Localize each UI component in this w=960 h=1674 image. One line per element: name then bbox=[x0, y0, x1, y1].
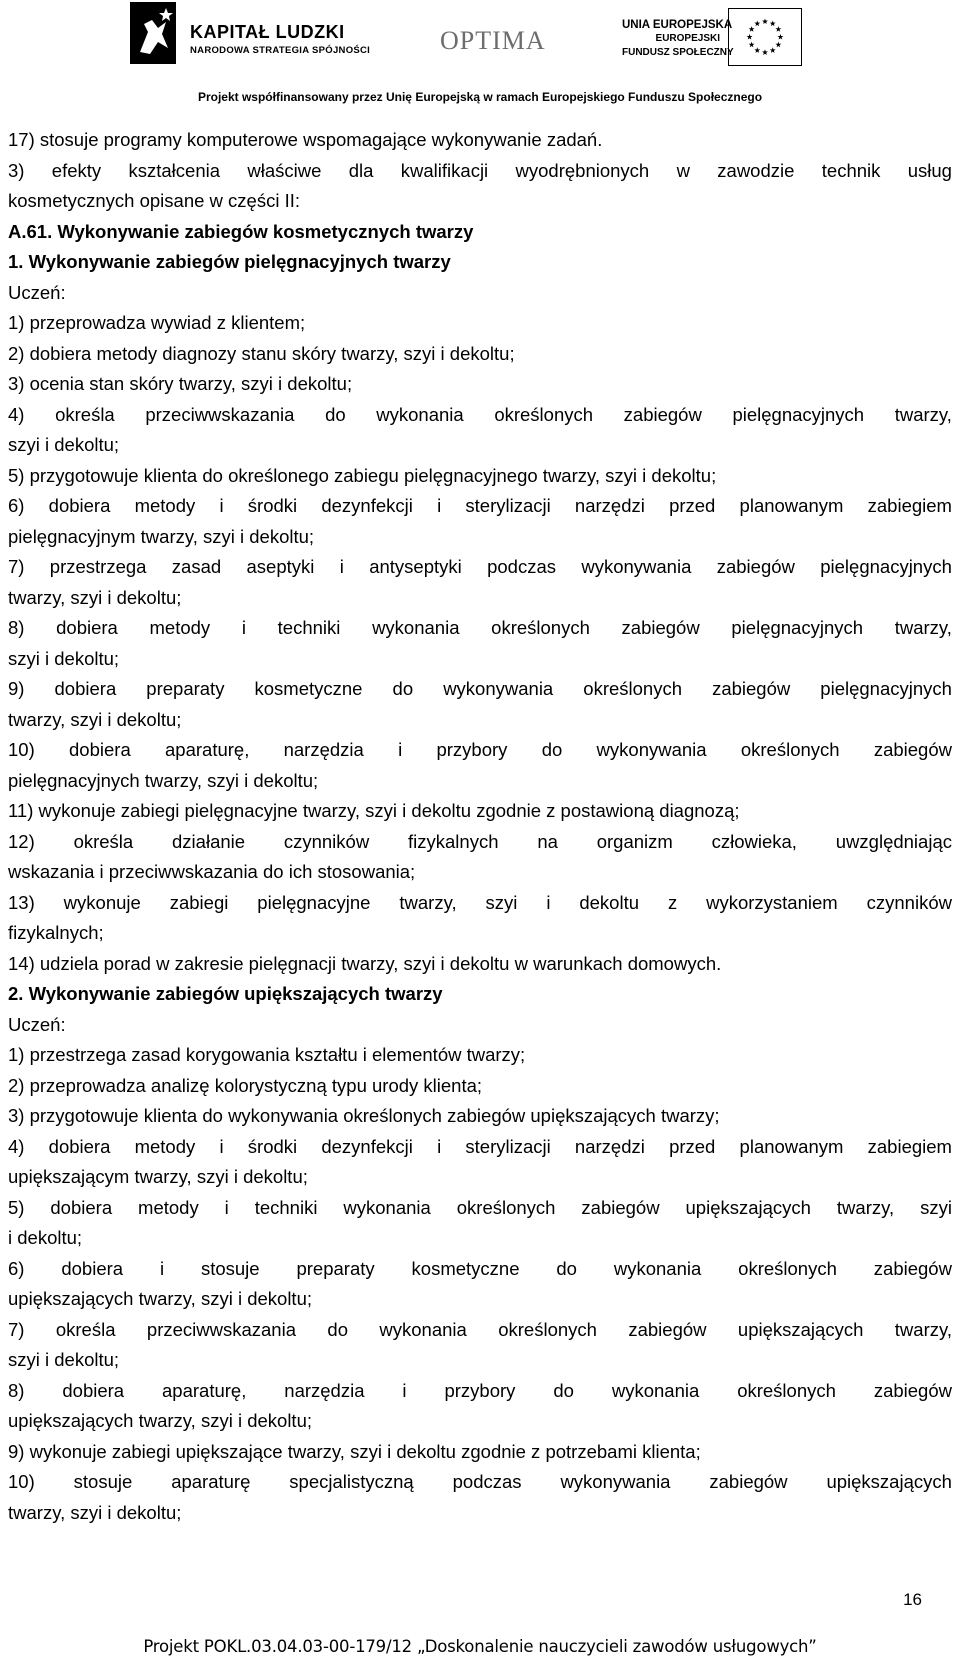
word: do bbox=[556, 1257, 577, 1279]
word: specjalistyczną bbox=[289, 1471, 414, 1492]
word: kwalifikacji bbox=[400, 159, 489, 181]
word: wykonuje bbox=[63, 891, 141, 913]
word: przeciwwskazania bbox=[146, 1318, 296, 1340]
word: 5) bbox=[8, 1196, 25, 1218]
word: określa bbox=[73, 830, 134, 852]
text-line bbox=[8, 552, 952, 583]
text-line bbox=[8, 1376, 952, 1407]
text-line bbox=[8, 491, 952, 522]
word: zabiegów bbox=[581, 1196, 660, 1218]
word: dezynfekcji bbox=[321, 1135, 413, 1157]
word: dobiera bbox=[54, 678, 117, 699]
word: kosmetyczne bbox=[254, 678, 363, 699]
word: upiększających bbox=[685, 1196, 811, 1218]
text-line bbox=[8, 735, 952, 766]
word: określonych bbox=[491, 617, 590, 638]
text-line: twarzy, szyi i dekoltu; bbox=[8, 1501, 182, 1523]
eu-flag-icon bbox=[728, 8, 802, 66]
word: twarzy, bbox=[894, 403, 952, 425]
eu-star-icon bbox=[754, 47, 760, 53]
word: wykonania bbox=[343, 1196, 431, 1218]
text-line bbox=[8, 674, 952, 705]
text-line: fizykalnych; bbox=[8, 922, 104, 943]
word: określonych bbox=[456, 1196, 556, 1218]
text-line bbox=[8, 1132, 952, 1163]
word: podczas bbox=[487, 556, 556, 577]
text-line: 14) udziela porad w zakresie pielęgnacji twarzy, szyi i dekoltu w warunkach domowych. bbox=[8, 952, 722, 974]
word: zabiegów bbox=[621, 617, 700, 638]
word: do bbox=[327, 1318, 348, 1340]
word: metody bbox=[149, 617, 211, 638]
text-line: 9) wykonuje zabiegi upiększające twarzy, szyi i dekoltu zgodnie z potrzebami klienta; bbox=[8, 1440, 701, 1462]
kapital-ludzki-subtitle: NARODOWA STRATEGIA SPÓJNOŚCI bbox=[190, 45, 371, 56]
text-line: 5) przygotowuje klienta do określonego zabiegu pielęgnacyjnego twarzy, szyi i dekoltu; bbox=[8, 464, 717, 486]
text-line: 3) ocenia stan skóry twarzy, szyi i dekoltu; bbox=[8, 373, 353, 394]
word: dobiera bbox=[62, 1379, 125, 1401]
word: upiększających bbox=[737, 1318, 864, 1340]
word: i bbox=[241, 617, 246, 638]
word: pielęgnacyjnych bbox=[820, 556, 952, 577]
word: techniki bbox=[254, 1196, 318, 1218]
word: zabiegów bbox=[709, 1471, 788, 1492]
text-line: kosmetycznych opisane w części II: bbox=[8, 190, 300, 211]
optima-logo: OPTIMA bbox=[440, 26, 546, 55]
word: i bbox=[437, 495, 442, 516]
word: 10) bbox=[8, 1471, 35, 1492]
word: i bbox=[402, 1379, 407, 1401]
word: wykorzystaniem bbox=[706, 891, 838, 913]
word: z bbox=[667, 891, 678, 913]
word: dobiera bbox=[48, 1135, 111, 1157]
word: określonych bbox=[737, 1379, 836, 1401]
word: antyseptyki bbox=[369, 556, 462, 577]
word: w bbox=[676, 159, 690, 181]
word: efekty bbox=[51, 159, 102, 181]
text-line bbox=[8, 1254, 952, 1285]
eu-star-icon bbox=[778, 34, 784, 40]
word: aparaturę bbox=[171, 1471, 251, 1492]
word: czynników bbox=[866, 891, 952, 913]
word: do bbox=[553, 1379, 574, 1401]
word: zabiegiem bbox=[867, 1135, 952, 1157]
word: aseptyki bbox=[246, 556, 315, 577]
word: określonych bbox=[494, 403, 594, 425]
text-line bbox=[8, 827, 952, 858]
eu-line-2: EUROPEJSKI bbox=[655, 33, 720, 44]
word: zabiegów bbox=[712, 678, 791, 699]
word: 8) bbox=[8, 617, 25, 638]
word: sterylizacji bbox=[465, 495, 551, 516]
project-footer: Projekt POKL.03.04.03-00-179/12 „Doskonalenie nauczycieli zawodów usługowych” bbox=[143, 1637, 817, 1656]
word: wyodrębnionych bbox=[515, 159, 650, 181]
word: narzędzia bbox=[283, 739, 364, 760]
word: określa bbox=[55, 1318, 116, 1340]
text-line: Uczeń: bbox=[8, 281, 66, 303]
page-header bbox=[0, 0, 960, 110]
word: 10) bbox=[8, 739, 35, 760]
word: wykonania bbox=[613, 1257, 702, 1279]
word: zabiegów bbox=[873, 739, 952, 760]
text-line: szyi i dekoltu; bbox=[8, 1349, 120, 1370]
word: metody bbox=[138, 1196, 199, 1218]
word: pielęgnacyjnych bbox=[731, 617, 864, 638]
word: podczas bbox=[452, 1471, 522, 1492]
word: przeciwwskazania bbox=[145, 403, 295, 425]
eu-star-icon bbox=[770, 21, 776, 27]
word: 7) bbox=[8, 556, 25, 577]
word: przed bbox=[669, 1135, 716, 1157]
word: twarzy, bbox=[399, 891, 457, 913]
word: planowanym bbox=[739, 1135, 844, 1157]
text-line: szyi i dekoltu; bbox=[8, 647, 120, 669]
word: 7) bbox=[8, 1318, 25, 1340]
kapital-ludzki-title: KAPITAŁ LUDZKI bbox=[190, 22, 345, 42]
text-line: 1) przestrzega zasad korygowania kształtu i elementów twarzy; bbox=[8, 1044, 526, 1065]
text-line: wskazania i przeciwwskazania do ich stosowania; bbox=[8, 861, 416, 882]
word: stosuje bbox=[73, 1471, 133, 1492]
text-line bbox=[8, 1193, 952, 1224]
word: twarzy, bbox=[894, 617, 952, 638]
word: do bbox=[325, 403, 346, 425]
word: zabiegów bbox=[628, 1318, 707, 1340]
text-line: twarzy, szyi i dekoltu; bbox=[8, 586, 182, 608]
text-line: 2) dobiera metody diagnozy stanu skóry twarzy, szyi i dekoltu; bbox=[8, 342, 515, 364]
word: organizm bbox=[596, 830, 673, 852]
eu-star-icon bbox=[775, 26, 781, 32]
word: i bbox=[219, 1135, 224, 1157]
word: uwzględniając bbox=[835, 830, 952, 852]
text-line: Uczeń: bbox=[8, 1013, 66, 1035]
text-line: upiększających twarzy, szyi i dekoltu; bbox=[8, 1288, 312, 1309]
word: zabiegów bbox=[716, 556, 795, 577]
word: usług bbox=[907, 159, 952, 181]
word: 4) bbox=[8, 403, 25, 425]
word: aparaturę, bbox=[162, 1379, 247, 1401]
word: 8) bbox=[8, 1379, 25, 1401]
eu-star-icon bbox=[770, 47, 776, 53]
word: do bbox=[541, 739, 563, 760]
word: przybory bbox=[444, 1379, 516, 1401]
word: aparaturę, bbox=[165, 739, 250, 760]
word: i bbox=[159, 1257, 165, 1279]
word: dekoltu bbox=[579, 891, 640, 913]
word: środki bbox=[247, 1135, 298, 1157]
word: 3) bbox=[8, 159, 25, 181]
word: narzędzi bbox=[574, 1135, 645, 1157]
word: określa bbox=[55, 403, 115, 425]
page-number: 16 bbox=[903, 1590, 922, 1609]
word: określonych bbox=[738, 1257, 837, 1279]
word: pielęgnacyjne bbox=[257, 891, 371, 913]
word: zabiegi bbox=[169, 891, 229, 913]
word: kształcenia bbox=[128, 159, 221, 181]
word: pielęgnacyjnych bbox=[732, 403, 865, 425]
word: wykonywania bbox=[443, 678, 554, 699]
word: sterylizacji bbox=[465, 1135, 551, 1157]
eu-star-icon bbox=[749, 26, 755, 32]
word: dobiera bbox=[48, 495, 111, 516]
text-line bbox=[8, 400, 952, 431]
word: szyi bbox=[920, 1196, 952, 1218]
word: technik bbox=[821, 159, 881, 181]
word: 13) bbox=[8, 891, 35, 913]
word: przed bbox=[669, 495, 716, 516]
word: i bbox=[546, 891, 551, 913]
word: preparaty bbox=[146, 678, 225, 699]
text-line: 1) przeprowadza wywiad z klientem; bbox=[8, 312, 306, 333]
word: zasad bbox=[171, 556, 222, 577]
funding-statement: Projekt współfinansowany przez Unię Europejską w ramach Europejskiego Funduszu Społecznego bbox=[197, 90, 763, 104]
word: fizykalnych bbox=[408, 830, 499, 852]
word: do bbox=[392, 678, 414, 699]
eu-line-3: FUNDUSZ SPOŁECZNY bbox=[622, 47, 734, 58]
word: 6) bbox=[8, 495, 25, 516]
text-line: upiększających twarzy, szyi i dekoltu; bbox=[8, 1410, 312, 1431]
word: określonych bbox=[498, 1318, 597, 1340]
word: upiększających bbox=[826, 1471, 952, 1492]
word: twarzy, bbox=[894, 1318, 952, 1340]
word: przybory bbox=[436, 739, 508, 760]
word: dobiera bbox=[69, 739, 131, 760]
word: wykonywania bbox=[596, 739, 707, 760]
word: czynników bbox=[283, 830, 370, 852]
word: dobiera bbox=[56, 617, 118, 638]
word: określonych bbox=[583, 678, 682, 699]
text-line bbox=[8, 888, 952, 919]
word: zawodzie bbox=[717, 159, 795, 181]
eu-fund-text bbox=[622, 18, 734, 60]
eu-star-icon bbox=[754, 21, 760, 27]
document-body bbox=[8, 125, 960, 1528]
word: narzędzia bbox=[284, 1379, 365, 1401]
eu-star-icon bbox=[762, 49, 768, 55]
word: określonych bbox=[740, 739, 840, 760]
word: zabiegów bbox=[873, 1379, 952, 1401]
text-line: 2) przeprowadza analizę kolorystyczną typu urody klienta; bbox=[8, 1074, 483, 1096]
text-line: 17) stosuje programy komputerowe wspomagające wykonywanie zadań. bbox=[8, 129, 603, 150]
word: 9) bbox=[8, 678, 25, 699]
section-heading: A.61. Wykonywanie zabiegów kosmetycznych twarzy bbox=[8, 220, 474, 242]
text-line: szyi i dekoltu; bbox=[8, 434, 120, 455]
word: i bbox=[437, 1135, 442, 1157]
word: właściwe bbox=[247, 159, 322, 181]
eu-line-1: UNIA EUROPEJSKA bbox=[622, 19, 733, 31]
text-line: twarzy, szyi i dekoltu; bbox=[8, 708, 182, 730]
word: metody bbox=[134, 495, 196, 516]
eu-star-icon bbox=[762, 18, 768, 24]
word: wykonania bbox=[379, 1318, 467, 1340]
eu-star-icon bbox=[749, 42, 755, 48]
eu-star-icon bbox=[775, 42, 781, 48]
word: wykonywania bbox=[560, 1471, 671, 1492]
word: środki bbox=[247, 495, 298, 516]
word: kosmetyczne bbox=[411, 1257, 520, 1279]
word: na bbox=[537, 830, 558, 852]
word: działanie bbox=[172, 830, 246, 852]
word: twarzy, bbox=[836, 1196, 895, 1218]
word: metody bbox=[134, 1135, 196, 1157]
word: stosuje bbox=[200, 1257, 260, 1279]
text-line bbox=[8, 1315, 952, 1346]
word: wykonywania bbox=[581, 556, 692, 577]
word: dobiera bbox=[61, 1257, 124, 1279]
eu-star-icon bbox=[747, 34, 753, 40]
word: i bbox=[219, 495, 224, 516]
text-line bbox=[8, 613, 952, 644]
text-line: i dekoltu; bbox=[8, 1227, 83, 1248]
section-heading: 1. Wykonywanie zabiegów pielęgnacyjnych twarzy bbox=[8, 251, 451, 272]
word: techniki bbox=[277, 617, 341, 638]
word: człowieka, bbox=[711, 830, 797, 852]
text-line bbox=[8, 1467, 952, 1498]
word: preparaty bbox=[296, 1257, 375, 1279]
word: pielęgnacyjnych bbox=[820, 678, 952, 699]
word: zabiegiem bbox=[867, 495, 952, 516]
word: 4) bbox=[8, 1135, 25, 1157]
word: zabiegów bbox=[623, 403, 702, 425]
word: zabiegów bbox=[873, 1257, 952, 1279]
word: dla bbox=[348, 159, 374, 181]
word: i bbox=[398, 739, 403, 760]
word: wykonania bbox=[376, 403, 464, 425]
text-line: 11) wykonuje zabiegi pielęgnacyjne twarzy, szyi i dekoltu zgodnie z postawioną diagnozą; bbox=[8, 800, 740, 821]
word: narzędzi bbox=[574, 495, 645, 516]
text-line: 3) przygotowuje klienta do wykonywania określonych zabiegów upiększających twarzy; bbox=[8, 1105, 720, 1126]
section-heading: 2. Wykonywanie zabiegów upiększających twarzy bbox=[8, 983, 443, 1004]
word: i bbox=[339, 556, 344, 577]
text-line: pielęgnacyjnych twarzy, szyi i dekoltu; bbox=[8, 769, 319, 791]
word: wykonania bbox=[372, 617, 460, 638]
text-line: pielęgnacyjnym twarzy, szyi i dekoltu; bbox=[8, 525, 315, 547]
word: dezynfekcji bbox=[321, 495, 413, 516]
kapital-ludzki-logo-icon bbox=[130, 2, 176, 64]
word: wykonania bbox=[611, 1379, 700, 1401]
word: przestrzega bbox=[49, 556, 147, 577]
word: i bbox=[224, 1196, 229, 1218]
word: 12) bbox=[8, 830, 35, 852]
word: 6) bbox=[8, 1257, 25, 1279]
word: szyi bbox=[485, 891, 518, 913]
word: dobiera bbox=[50, 1196, 113, 1218]
text-line: upiększającym twarzy, szyi i dekoltu; bbox=[8, 1166, 308, 1187]
text-line bbox=[8, 156, 952, 187]
word: planowanym bbox=[739, 495, 844, 516]
